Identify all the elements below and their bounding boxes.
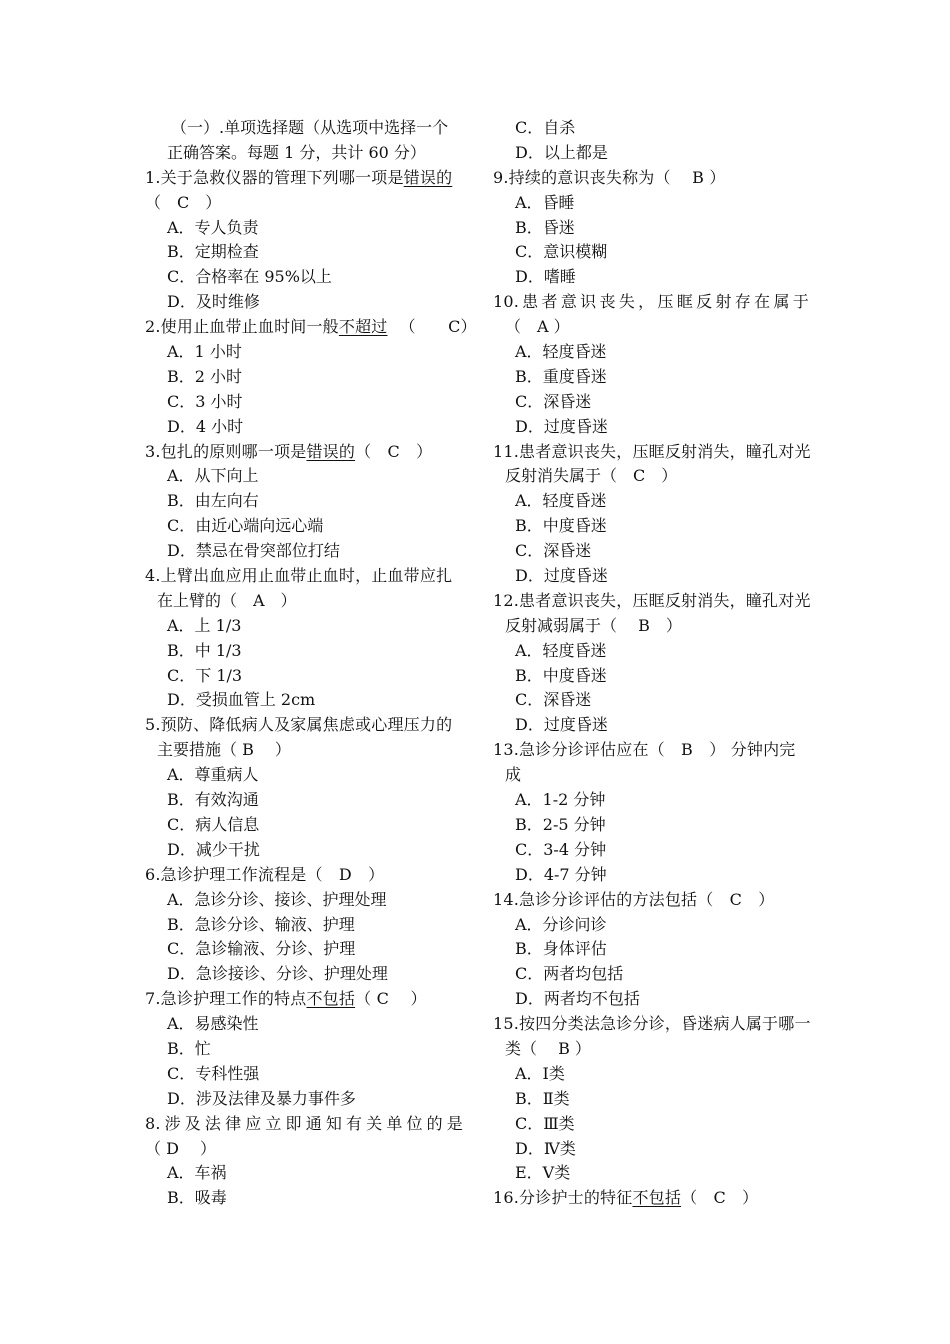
question-3-option-c: C．由近心端向远心端 xyxy=(167,516,324,536)
question-8-option-c: C．自杀 xyxy=(515,118,576,137)
question-15-option-c: C．Ⅲ类 xyxy=(515,1113,575,1133)
question-15-option-d: D．Ⅳ类 xyxy=(515,1138,576,1158)
question-13-stem-line1: 13.急诊分诊评估应在（ B ） 分钟内完 xyxy=(493,740,796,760)
question-6-option-c: C．急诊输液、分诊、护理 xyxy=(167,939,356,959)
question-6-option-d: D．急诊接诊、分诊、护理处理 xyxy=(167,964,388,984)
question-3-option-b: B．由左向右 xyxy=(167,491,259,511)
section-header-line1: （一）.单项选择题（从选项中选择一个 xyxy=(171,118,449,137)
question-15-option-a: A．Ⅰ类 xyxy=(515,1063,565,1083)
question-4-option-a: A．上 1/3 xyxy=(167,615,242,635)
question-11-option-a: A．轻度昏迷 xyxy=(515,491,607,511)
question-14-option-a: A．分诊问诊 xyxy=(515,914,607,934)
question-9-stem: 9.持续的意识丧失称为（ B ） xyxy=(493,167,726,187)
question-3-option-a: A．从下向上 xyxy=(167,466,259,486)
question-2-stem: 2.使用止血带止血时间一般不超过 （ C） xyxy=(145,317,477,337)
question-4-stem-line2: 在上臂的（ A ） xyxy=(157,590,297,610)
question-3-answer: （ C ） xyxy=(355,441,433,461)
question-13-option-b: B．2-5 分钟 xyxy=(515,814,606,834)
question-11-option-c: C．深昏迷 xyxy=(515,541,592,561)
question-7-option-a: A．易感染性 xyxy=(167,1014,259,1034)
question-7-answer: （ C ） xyxy=(355,989,427,1009)
question-8-option-b: B．吸毒 xyxy=(167,1188,227,1208)
question-15-stem-line2: 类（ B ） xyxy=(505,1038,591,1058)
question-6-stem: 6.急诊护理工作流程是（ D ） xyxy=(145,864,385,884)
section-header-line2: 正确答案。每题 1 分，共计 60 分） xyxy=(167,142,426,162)
question-10-option-b: B．重度昏迷 xyxy=(515,366,607,386)
question-13-option-c: C．3-4 分钟 xyxy=(515,839,607,859)
question-5-option-b: B．有效沟通 xyxy=(167,790,259,810)
question-3-option-d: D．禁忌在骨突部位打结 xyxy=(167,541,340,561)
question-14-option-d: D．两者均不包括 xyxy=(515,989,640,1009)
question-10-stem-line2: （ A ） xyxy=(505,317,570,337)
question-9-option-c: C．意识模糊 xyxy=(515,242,608,262)
question-1-answer: （ C ） xyxy=(145,192,222,212)
question-2-emphasis: 不超过 xyxy=(338,317,388,337)
question-7-option-c: C．专科性强 xyxy=(167,1063,260,1083)
question-1-option-d: D．及时维修 xyxy=(167,292,260,312)
question-12-stem-line1: 12.患者意识丧失，压眶反射消失，瞳孔对光 xyxy=(493,590,811,610)
question-15-option-b: B．Ⅱ类 xyxy=(515,1088,570,1108)
question-11-option-d: D．过度昏迷 xyxy=(515,566,608,586)
question-2-option-d: D．4 小时 xyxy=(167,416,244,436)
question-12-stem-line2: 反射减弱属于（ B ） xyxy=(505,615,682,635)
question-8-option-d: D．以上都是 xyxy=(515,142,608,162)
question-9-option-a: A．昏睡 xyxy=(515,192,575,212)
question-15-option-e: E．Ⅴ类 xyxy=(515,1163,571,1183)
question-13-option-a: A．1-2 分钟 xyxy=(515,790,606,810)
question-13-option-d: D．4-7 分钟 xyxy=(515,864,607,884)
question-9-option-b: B．昏迷 xyxy=(515,217,575,237)
question-7-option-d: D．涉及法律及暴力事件多 xyxy=(167,1088,356,1108)
left-column xyxy=(145,116,477,1211)
question-2-option-b: B．2 小时 xyxy=(167,366,243,386)
question-2-option-a: A．1 小时 xyxy=(167,342,242,362)
question-6-option-a: A．急诊分诊、接诊、护理处理 xyxy=(167,889,387,909)
question-6-option-b: B．急诊分诊、输液、护理 xyxy=(167,914,355,934)
question-1-option-a: A．专人负责 xyxy=(167,217,259,237)
question-11-option-b: B．中度昏迷 xyxy=(515,516,607,536)
question-5-option-c: C．病人信息 xyxy=(167,814,260,834)
question-4-option-b: B．中 1/3 xyxy=(167,640,242,660)
question-16-stem: 16.分诊护士的特征不包括（ C ） xyxy=(493,1188,759,1208)
question-5-stem-line2: 主要措施（ B ） xyxy=(157,740,291,760)
question-12-option-a: A．轻度昏迷 xyxy=(515,640,607,660)
question-5-option-a: A．尊重病人 xyxy=(167,765,259,785)
question-1-stem: 1.关于急救仪器的管理下列哪一项是错误的 xyxy=(145,167,453,187)
question-15-stem-line1: 15.按四分类法急诊分诊，昏迷病人属于哪一 xyxy=(493,1014,811,1034)
question-16-emphasis: 不包括 xyxy=(632,1188,682,1208)
question-5-stem-line1: 5.预防、降低病人及家属焦虑或心理压力的 xyxy=(145,715,453,735)
question-8-stem-line2: （ D ） xyxy=(145,1138,217,1158)
question-8-stem-line1: 8.涉及法律应立即通知有关单位的是 xyxy=(145,1113,463,1133)
question-10-stem-line1: 10.患者意识丧失，压眶反射存在属于 xyxy=(493,292,809,312)
question-14-stem: 14.急诊分诊评估的方法包括（ C ） xyxy=(493,889,775,909)
question-10-option-d: D．过度昏迷 xyxy=(515,416,608,436)
question-10-option-c: C．深昏迷 xyxy=(515,391,592,411)
question-11-stem-line1: 11.患者意识丧失，压眶反射消失，瞳孔对光 xyxy=(493,441,811,461)
question-3-stem: 3.包扎的原则哪一项是错误的（ C ） xyxy=(145,441,433,461)
question-1-emphasis: 错误的 xyxy=(403,167,453,187)
question-9-option-d: D．嗜睡 xyxy=(515,267,576,287)
question-10-option-a: A．轻度昏迷 xyxy=(515,342,607,362)
question-4-option-c: C．下 1/3 xyxy=(167,665,243,685)
question-8-option-a: A．车祸 xyxy=(167,1163,227,1183)
question-2-option-c: C．3 小时 xyxy=(167,391,243,411)
question-16-answer: （ C ） xyxy=(681,1188,759,1208)
question-7-stem: 7.急诊护理工作的特点不包括（ C ） xyxy=(145,989,427,1009)
question-7-option-b: B．忙 xyxy=(167,1038,211,1058)
question-4-option-d: D．受损血管上 2cm xyxy=(167,690,316,710)
question-7-emphasis: 不包括 xyxy=(306,989,356,1009)
question-14-option-c: C．两者均包括 xyxy=(515,964,624,984)
question-14-option-b: B．身体评估 xyxy=(515,939,607,959)
question-11-stem-line2: 反射消失属于（ C ） xyxy=(505,466,678,486)
question-13-stem-line2: 成 xyxy=(505,765,522,785)
right-column xyxy=(493,116,809,1211)
question-1-option-b: B．定期检查 xyxy=(167,242,259,262)
question-12-option-b: B．中度昏迷 xyxy=(515,665,607,685)
question-5-option-d: D．减少干扰 xyxy=(167,839,260,859)
question-2-answer: （ C） xyxy=(399,317,477,337)
question-4-stem-line1: 4.上臂出血应用止血带止血时，止血带应扎 xyxy=(145,566,453,586)
question-3-emphasis: 错误的 xyxy=(306,441,356,461)
question-1-option-c: C．合格率在 95%以上 xyxy=(167,267,332,287)
question-12-option-c: C．深昏迷 xyxy=(515,690,592,710)
question-12-option-d: D．过度昏迷 xyxy=(515,715,608,735)
